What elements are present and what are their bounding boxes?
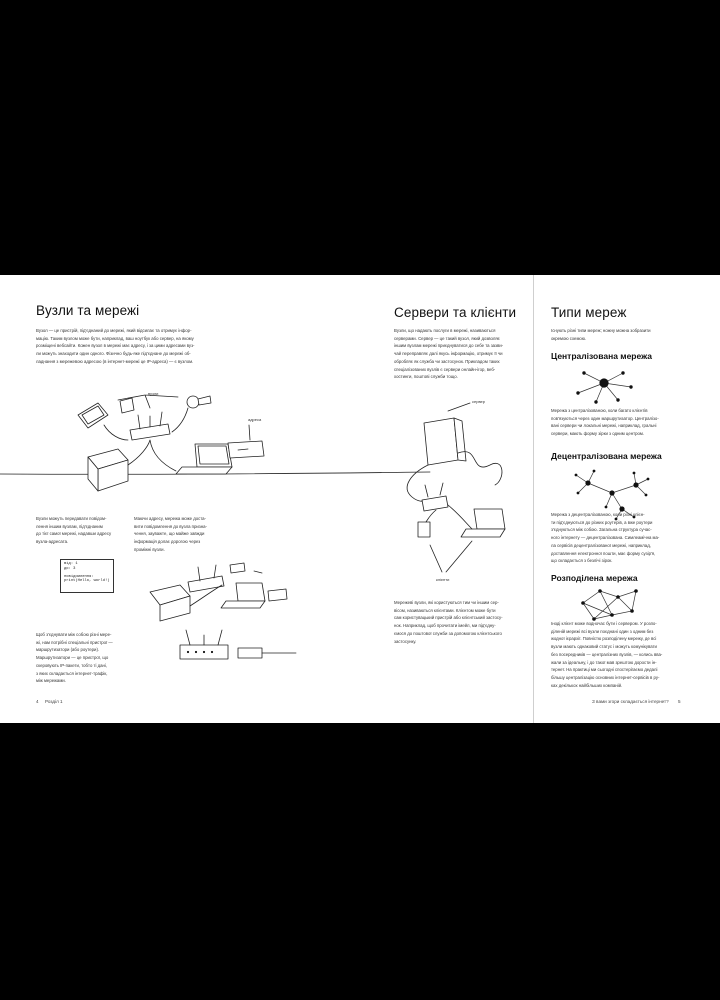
- text-line: ємося до поштової служби за допомогою клієнтського: [394, 630, 502, 636]
- top-black-band: [0, 0, 720, 275]
- text-line: вузла-адресата.: [36, 539, 69, 545]
- text-line: застосунку.: [394, 638, 417, 644]
- text-line: Існують різні типи мереж; ножну можна зобразити: [551, 328, 651, 333]
- text-line: хостинги, поштові служби тощо.: [394, 374, 458, 380]
- intro-line: розміщені вебсайти. Кожен вузол в мережі має адресу, і за цими адресами вуз-: [36, 343, 195, 349]
- text-line: ти під'єднуються до різних роутерів, а вже роутери: [551, 519, 653, 525]
- text-line: Мережеві вузли, які користуються тим чи іншим сер-: [394, 600, 499, 605]
- text-line: без посередників — централізних вузлів, — колись вва-: [551, 651, 663, 657]
- text-line: Вузли, що надають послуги в мережі, називаються: [394, 328, 496, 333]
- text-line: вити повідомлення до вузла призна-: [134, 523, 207, 529]
- intro-line: ли можуть знаходити один одного. Фізично будь-яке під'єднане до мережі об-: [36, 351, 191, 357]
- message-line: до: 3: [64, 566, 76, 571]
- label-address: адреса: [248, 417, 262, 422]
- text-line: Мережа з централізованою, коли багато клієнтів: [551, 408, 648, 413]
- text-line: з'єднуються між собою. Загальна структура сучас-: [551, 527, 652, 533]
- intro-line: Вузол — це пристрій, під'єднаний до мережі, який відсилає та отримує інфор-: [36, 328, 192, 333]
- text-line: що складається з безлічі зірок.: [551, 558, 613, 564]
- text-line: ного інтернету — децентралізована. Симлеамічна ма-: [551, 535, 660, 541]
- text-line: інформація долає дорогою через: [134, 539, 201, 545]
- text-line: ла сервісів децентралізованої мережі, наприклад,: [551, 542, 651, 548]
- text-line: вані сервери чи локальні мережі, наприклад, гральні: [551, 423, 657, 429]
- decentralized-title: Децентралізована мережа: [551, 451, 662, 461]
- text-line: чення, зауважте, що майже завжди: [134, 531, 205, 537]
- text-line: доставлення електронної пошти, має форму сузір'я,: [551, 550, 656, 556]
- label-server: сервер: [472, 399, 485, 404]
- label-clients: клієнти: [436, 577, 450, 582]
- nodes-networks-title: Вузли та мережі: [36, 303, 140, 318]
- text-line: Щоб з'єднувати між собою різні мере-: [36, 632, 112, 637]
- bottom-black-band: [0, 723, 720, 1000]
- text-line: скеровують IP-пакети, тобто ті дані,: [36, 662, 108, 668]
- intro-line: мацію. Таким вузлом може бути, наприклад, ваш ноутбук або сервер, на якому: [36, 335, 194, 341]
- text-line: жодної ієрархії. Повністю розподілену мережу, де всі: [551, 636, 657, 642]
- text-line: іншим вузлам мережі приєднуватися до себе та зазви-: [394, 343, 504, 349]
- text-line: вісом, називаються клієнтами. Клієнтом може бути: [394, 607, 496, 613]
- text-line: серверами. Сервер — це такий вузол, який дозволяє: [394, 335, 500, 341]
- message-line: print(Hello, world!): [64, 579, 110, 584]
- text-line: діленій мережі всі вузли поєднані один з одним без: [551, 628, 654, 634]
- text-line: жали за ідеальну, і до такої мав зрештою дорости ін-: [551, 659, 657, 665]
- message-line: від: 1: [64, 562, 78, 566]
- text-line: Іноді клієнт може водночас бути і сервером. У розпо-: [551, 621, 657, 626]
- book-spread: [0, 275, 720, 723]
- left-page-number: 4: [36, 699, 39, 704]
- text-line: чай переправляє далі якусь інформацію, отримує її чи: [394, 351, 503, 357]
- right-page-number: 5: [678, 699, 681, 704]
- distributed-text: [551, 620, 693, 689]
- text-line: Мережа з децентралізованою, коли різні клієн-: [551, 512, 645, 517]
- message-line: повідомлення:: [64, 574, 94, 579]
- text-line: Маршрутизатори — це пристрої, що: [36, 655, 109, 661]
- label-nodes: вузли: [148, 391, 159, 396]
- text-line: Вузли можуть передавати повідом-: [36, 516, 107, 521]
- text-line: спеціалізованих вузлів є сервери онлайн-ігор, веб-: [394, 366, 496, 372]
- right-footer-label: З вами згори складається інтернет?: [592, 699, 669, 704]
- servers-clients-title: Сервери та клієнти: [394, 305, 517, 320]
- text-line: лення іншим вузлам, під'єднаним: [36, 523, 103, 529]
- text-line: Маючи адресу, мережа може доста-: [134, 516, 206, 521]
- text-line: між мережами.: [36, 678, 66, 684]
- text-line: сам користувацький пристрій або клієнтський застосу-: [394, 615, 503, 621]
- text-line: ках декількох найбільших компаній.: [551, 682, 623, 688]
- text-line: нок. Наприклад, щоб прочитати імейл, ми під'єдну-: [394, 623, 496, 629]
- text-line: вузли мають однаковий статус і можуть комунікувати: [551, 644, 657, 650]
- distributed-title: Розподілена мережа: [551, 573, 638, 583]
- text-line: маршрутизатори (або роутери).: [36, 647, 100, 653]
- text-line: пов'язуються через один маршрутизатор. Централізо-: [551, 415, 659, 421]
- centralized-title: Централізована мережа: [551, 351, 652, 361]
- text-line: з яких складається інтернет-трафік,: [36, 670, 108, 676]
- text-line: проміжні вузли.: [134, 546, 165, 552]
- text-line: жі, нам потрібні спеціальні пристрої —: [36, 639, 113, 645]
- text-line: сервери, мають форму зірки з одним центром.: [551, 431, 645, 437]
- text-line: окремою схемою.: [551, 335, 587, 341]
- text-line: обробляє як служба чи застосунок. Прикладом таких: [394, 358, 500, 364]
- intro-line: ладнання з мережевою адресою (в інтернет-мережі це IP-адреса) — є вузлом.: [36, 358, 194, 364]
- network-types-title: Типи мереж: [551, 305, 627, 320]
- text-line: більшу централізацію основних інтернет-сервісів в ру-: [551, 674, 660, 680]
- text-line: тернет. На практиці ми сьогодні спостерігаємо дедалі: [551, 667, 658, 673]
- left-footer-label: Розділ 1: [45, 699, 63, 704]
- text-line: до тієї самої мережі, надавши адресу: [36, 531, 112, 537]
